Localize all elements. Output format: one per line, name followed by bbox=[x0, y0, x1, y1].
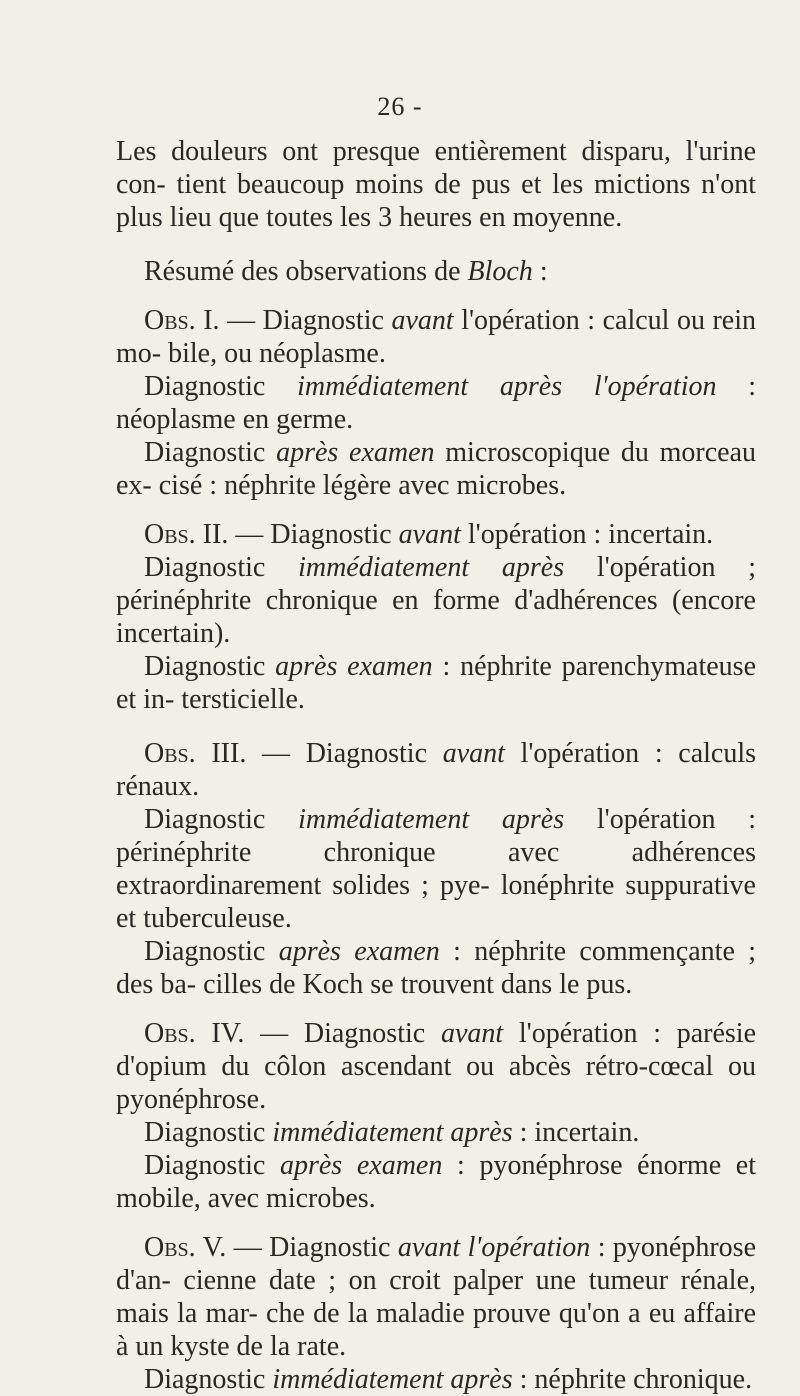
obs-label: Obs. III. bbox=[144, 738, 247, 769]
obs-1-entry-1: Obs. I. — Diagnostic avant l'opération : calcul ou rein mo- bile, ou néoplasme. bbox=[116, 305, 757, 369]
entry-text: néphrite chronique. bbox=[534, 1364, 753, 1395]
obs-4-entry-3 bbox=[116, 1149, 756, 1215]
entry-qualifier: après examen bbox=[279, 1150, 443, 1181]
entry-middle: : bbox=[512, 1117, 535, 1148]
entry-text: pyonéphrose énorme et mobile, avec microbes. bbox=[116, 1150, 757, 1214]
entry-text: néphrite commençante ; des ba- cilles de Koch se trouvent dans le pus. bbox=[116, 936, 757, 1000]
obs-5-entry-2 bbox=[116, 1363, 756, 1396]
entry-text: pyonéphrose d'an- cienne date ; on croit palper une tumeur rénale, mais la mar- che de la maladie prouve qu'on a eu affaire à un kyste de la rate. bbox=[116, 1232, 756, 1362]
entry-prefix: Diagnostic bbox=[144, 651, 276, 682]
entry-text: incertain. bbox=[534, 1117, 640, 1148]
entry-prefix: Diagnostic bbox=[144, 804, 299, 835]
entry-middle: : bbox=[432, 651, 461, 682]
entry-middle: l'opération : bbox=[453, 305, 603, 336]
entry-qualifier: avant bbox=[391, 305, 454, 336]
entry-qualifier: immédiatement après bbox=[272, 1117, 513, 1148]
entry-text: microscopique du morceau ex- cisé : néphrite légère avec microbes. bbox=[116, 437, 756, 501]
entry-prefix: Diagnostic bbox=[144, 1150, 280, 1181]
entry-qualifier: avant bbox=[440, 1018, 504, 1049]
obs-label: Obs. II. bbox=[144, 519, 229, 550]
obs-2-entry-3 bbox=[116, 650, 756, 716]
entry-middle: l'opération : bbox=[460, 519, 609, 550]
entry-middle: : bbox=[716, 371, 757, 402]
entry-qualifier: avant bbox=[398, 519, 461, 550]
entry-text: périnéphrite chronique en forme d'adhérences (encore incertain). bbox=[116, 585, 756, 649]
obs-4-entry-1: Obs. IV. — Diagnostic avant l'opération : parésie d'opium du côlon ascendant ou abcès rétro-cœcal ou pyonéphrose. bbox=[116, 1018, 757, 1115]
entry-prefix: Diagnostic bbox=[303, 1018, 441, 1049]
entry-prefix: Diagnostic bbox=[144, 371, 298, 402]
summary-heading-name: Bloch bbox=[467, 256, 533, 287]
obs-2-entry-1: Obs. II. — Diagnostic avant l'opération : incertain. bbox=[144, 519, 714, 550]
entry-prefix: Diagnostic bbox=[144, 1117, 273, 1148]
entry-middle bbox=[435, 437, 446, 468]
entry-qualifier: immédiatement après l'opération bbox=[297, 371, 717, 402]
entry-prefix: Diagnostic bbox=[270, 519, 399, 550]
entry-prefix: Diagnostic bbox=[305, 738, 443, 769]
entry-text: néoplasme en germe. bbox=[116, 404, 354, 435]
entry-qualifier: après examen bbox=[276, 437, 435, 468]
summary-heading bbox=[116, 255, 756, 288]
entry-prefix: Diagnostic bbox=[144, 936, 279, 967]
entry-text: périnéphrite chronique avec adhérences extraordinarement solides ; pye- lonéphrite suppurative et tuberculeuse. bbox=[116, 837, 756, 934]
obs-label: Obs. V. bbox=[144, 1232, 227, 1263]
obs-3-entry-2 bbox=[116, 803, 756, 935]
summary-heading-suffix: : bbox=[532, 256, 548, 287]
entry-text: néphrite parenchymateuse et in- tersticielle. bbox=[116, 651, 757, 715]
entry-qualifier: après examen bbox=[275, 651, 433, 682]
entry-prefix: Diagnostic bbox=[144, 552, 299, 583]
obs-1-entry-3 bbox=[116, 436, 756, 502]
entry-text: calculs rénaux. bbox=[116, 738, 757, 802]
intro-paragraph bbox=[116, 135, 756, 234]
page-number: 26 - bbox=[377, 92, 423, 121]
entry-middle: l'opération : bbox=[504, 738, 679, 769]
entry-prefix: Diagnostic bbox=[269, 1232, 398, 1263]
entry-middle: : bbox=[442, 1150, 480, 1181]
entry-qualifier: immédiatement après bbox=[272, 1364, 513, 1395]
obs-4-entry-2 bbox=[116, 1116, 756, 1149]
entry-prefix: Diagnostic bbox=[144, 1364, 273, 1395]
intro-text: Les douleurs ont presque entièrement disparu, l'urine con- tient beaucoup moins de pus et les mictions n'ont plus lieu que toutes les 3 heures en moyenne. bbox=[116, 136, 756, 233]
entry-middle: l'opération : bbox=[564, 804, 756, 835]
entry-middle: : bbox=[512, 1364, 535, 1395]
entry-qualifier: après examen bbox=[278, 936, 440, 967]
entry-qualifier: avant bbox=[442, 738, 505, 769]
entry-qualifier: immédiatement après bbox=[298, 552, 565, 583]
obs-3-entry-1: Obs. III. — Diagnostic avant l'opération : calculs rénaux. bbox=[116, 738, 757, 802]
entry-middle: l'opération ; bbox=[564, 552, 756, 583]
entry-text: calcul ou rein mo- bile, ou néoplasme. bbox=[116, 305, 757, 369]
entry-text: parésie d'opium du côlon ascendant ou abcès rétro-cœcal ou pyonéphrose. bbox=[116, 1018, 757, 1115]
obs-label: Obs. IV. bbox=[144, 1018, 245, 1049]
entry-qualifier: avant l'opération bbox=[397, 1232, 591, 1263]
body-text bbox=[116, 135, 756, 1396]
obs-1-entry-2 bbox=[116, 370, 756, 436]
obs-5-entry-1: Obs. V. — Diagnostic avant l'opération : pyonéphrose d'an- cienne date ; on croit palper une tumeur rénale, mais la mar- che de la maladie prouve qu'on a eu affaire à un kyste de la rate. bbox=[116, 1232, 756, 1362]
entry-qualifier: immédiatement après bbox=[298, 804, 565, 835]
obs-label: Obs. I. bbox=[144, 305, 220, 336]
entry-middle: : bbox=[439, 936, 475, 967]
obs-2-entry-2 bbox=[116, 551, 756, 650]
entry-prefix: Diagnostic bbox=[144, 437, 277, 468]
summary-heading-prefix: Résumé des observations de bbox=[144, 256, 468, 287]
obs-3-entry-3 bbox=[116, 935, 756, 1001]
entry-middle: : bbox=[590, 1232, 613, 1263]
entry-middle: l'opération : bbox=[503, 1018, 677, 1049]
entry-prefix: Diagnostic bbox=[262, 305, 392, 336]
entry-text: incertain. bbox=[608, 519, 714, 550]
